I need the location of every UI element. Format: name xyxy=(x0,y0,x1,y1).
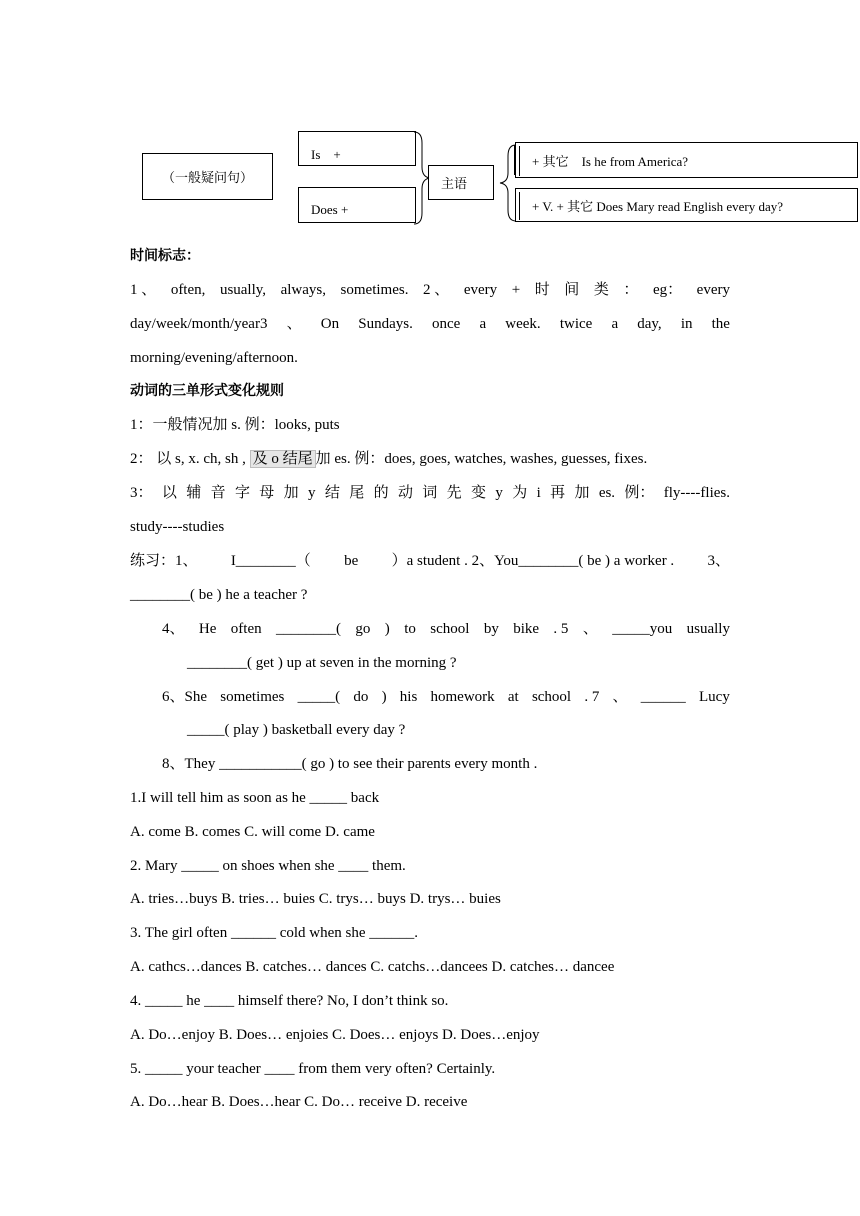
word: ： xyxy=(623,282,639,298)
word: at xyxy=(507,689,519,705)
question-type-label: （一般疑问句） xyxy=(161,170,253,185)
word: 变 xyxy=(471,485,487,501)
word: usually xyxy=(686,621,730,637)
word: every xyxy=(696,282,730,298)
word: be xyxy=(344,553,359,569)
word: 例： xyxy=(624,485,655,501)
branch-box-2 xyxy=(515,188,858,222)
branch-box-1 xyxy=(515,142,858,178)
mc-options-4: A. Do…enjoy B. Does… enjoies C. Does… enjoys D. Does…enjoy xyxy=(130,1027,540,1043)
word: go xyxy=(355,621,371,637)
word: ) xyxy=(381,689,387,705)
practice-1 xyxy=(130,551,730,571)
does-label: Does + xyxy=(311,202,349,217)
word: 母 xyxy=(259,485,275,501)
word: often, xyxy=(170,282,206,298)
word: ________( xyxy=(276,621,342,637)
word: often xyxy=(230,621,262,637)
word: 、 xyxy=(612,689,628,705)
word: every xyxy=(463,282,498,298)
word: i xyxy=(536,485,541,501)
word: I________（ xyxy=(230,553,311,569)
mc-question-1: 1.I will tell him as soon as he _____ back xyxy=(130,790,380,806)
word: do xyxy=(353,689,369,705)
word: 、 xyxy=(582,621,598,637)
word: Sundays. xyxy=(358,316,413,332)
word: 尾 xyxy=(349,485,365,501)
time-line-2 xyxy=(130,314,730,334)
word: in xyxy=(680,316,693,332)
rule-1: 1：一般情况加 s. 例：looks, puts xyxy=(130,417,340,433)
practice-4 xyxy=(162,619,730,639)
word: He xyxy=(198,621,217,637)
rule-3-continued: study----studies xyxy=(130,519,225,535)
word: 再 xyxy=(550,485,566,501)
word: sometimes. xyxy=(340,282,409,298)
word: eg： xyxy=(652,282,683,298)
rule-2-highlight: 及 o 结尾 xyxy=(250,450,316,468)
does-box xyxy=(298,187,416,223)
word: the xyxy=(711,316,730,332)
time-line-1 xyxy=(130,280,730,300)
word: by xyxy=(483,621,499,637)
is-box xyxy=(298,131,416,166)
word: ) xyxy=(384,621,390,637)
mc-options-3: A. cathcs…dances B. catches… dances C. catchs…dancees D. catches… dancee xyxy=(130,959,615,975)
word: 3： xyxy=(130,485,153,501)
word: 3、 xyxy=(707,553,730,569)
word: 先 xyxy=(446,485,462,501)
practice-4-continued: ________( get ) up at seven in the morning ? xyxy=(187,655,457,671)
word: es. xyxy=(598,485,616,501)
branch-box-1-border-accent xyxy=(519,146,520,176)
mc-question-4: 4. _____ he ____ himself there? No, I don’t think so. xyxy=(130,993,449,1009)
word: y xyxy=(495,485,503,501)
word: 结 xyxy=(324,485,340,501)
word: to xyxy=(404,621,416,637)
word: _____you xyxy=(612,621,673,637)
word: 间 xyxy=(564,282,580,298)
word: usually, xyxy=(219,282,267,298)
word: . 7 xyxy=(584,689,600,705)
practice-6-continued: _____( play ) basketball every day ? xyxy=(187,722,406,738)
word: 的 xyxy=(373,485,389,501)
word: school xyxy=(531,689,572,705)
word: 加 xyxy=(283,485,299,501)
word: . 5 xyxy=(553,621,569,637)
word: ）a student . 2、You________( be ) a worker . xyxy=(391,553,675,569)
word: 、 xyxy=(286,316,302,332)
rule-3 xyxy=(130,483,730,503)
word: _____( xyxy=(297,689,341,705)
practice-6 xyxy=(162,687,730,707)
word: homework xyxy=(430,689,495,705)
word: his xyxy=(399,689,418,705)
word: twice xyxy=(559,316,593,332)
word: 为 xyxy=(512,485,528,501)
branch-1-label: + 其它 Is he from America? xyxy=(532,153,689,169)
word: school xyxy=(430,621,470,637)
subject-label: 主语 xyxy=(441,176,468,191)
rule-2-part-b: 加 es. 例：does, goes, watches, washes, guesses, fixes. xyxy=(315,451,648,467)
time-line-3: morning/evening/afternoon. xyxy=(130,350,298,366)
word: day/week/month/year3 xyxy=(130,316,268,332)
mc-options-5: A. Do…hear B. Does…hear C. Do… receive D. receive xyxy=(130,1094,468,1110)
word: 音 xyxy=(210,485,226,501)
word: bike xyxy=(513,621,540,637)
word: 6、She xyxy=(162,689,208,705)
word: 时 xyxy=(534,282,550,298)
mc-question-3: 3. The girl often ______ cold when she ______. xyxy=(130,925,419,941)
mc-question-2: 2. Mary _____ on shoes when she ____ them. xyxy=(130,858,406,874)
word: 辅 xyxy=(186,485,202,501)
mc-options-1: A. come B. comes C. will come D. came xyxy=(130,824,375,840)
word: ______ xyxy=(640,689,686,705)
word: sometimes xyxy=(220,689,285,705)
word: 练习：1、 xyxy=(130,553,198,569)
word: On xyxy=(320,316,340,332)
question-type-box xyxy=(142,153,273,200)
word: Lucy xyxy=(699,689,730,705)
word: 加 xyxy=(574,485,590,501)
word: 2 、 xyxy=(423,282,450,298)
word: 字 xyxy=(234,485,250,501)
word: 以 xyxy=(161,485,177,501)
branch-box-2-border-accent xyxy=(519,192,520,220)
mc-options-2: A. tries…buys B. tries… buies C. trys… buys D. trys… buies xyxy=(130,891,501,907)
word: a xyxy=(479,316,487,332)
time-heading: 时间标志： xyxy=(130,248,200,264)
word: 动 xyxy=(397,485,413,501)
branch-2-label: + V. + 其它 Does Mary read English every day? xyxy=(532,198,784,214)
word: fly----flies. xyxy=(663,485,730,501)
rule-2 xyxy=(130,449,730,469)
word: once xyxy=(431,316,461,332)
practice-8: 8、They ___________( go ) to see their parents every month . xyxy=(162,756,538,772)
word: y xyxy=(308,485,316,501)
subject-box xyxy=(428,165,494,200)
rules-heading: 动词的三单形式变化规则 xyxy=(130,383,284,399)
word: 类 xyxy=(593,282,609,298)
word: week. xyxy=(505,316,541,332)
practice-1-continued: ________( be ) he a teacher ? xyxy=(130,587,308,603)
is-label: Is + xyxy=(311,147,341,162)
word: 词 xyxy=(422,485,438,501)
word: + xyxy=(511,282,521,298)
word: 4、 xyxy=(162,621,185,637)
word: 1 、 xyxy=(130,282,157,298)
word: a xyxy=(611,316,619,332)
word: day, xyxy=(637,316,662,332)
word: always, xyxy=(280,282,326,298)
rule-2-part-a: 2： 以 s, x. ch, sh , xyxy=(130,451,246,467)
mc-question-5: 5. _____ your teacher ____ from them very often? Certainly. xyxy=(130,1061,496,1077)
